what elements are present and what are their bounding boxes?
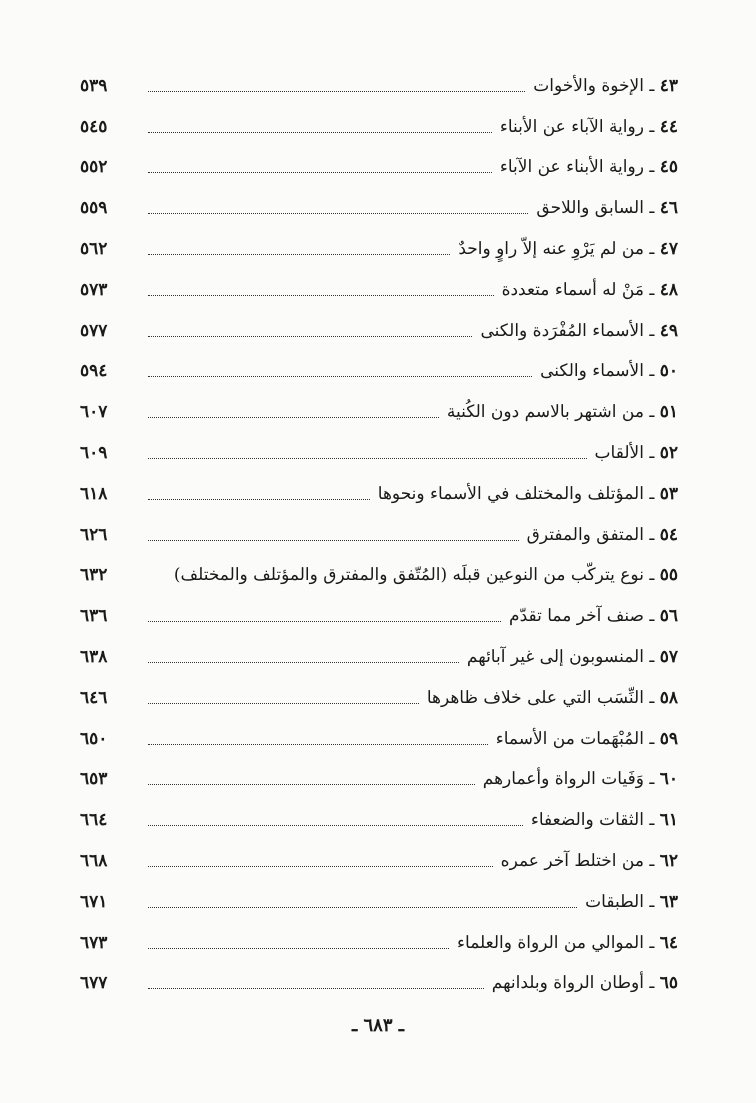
page-number: ـ ٦٨٣ ـ: [351, 1015, 405, 1036]
toc-entry-number: ٥١: [659, 402, 678, 423]
toc-entry-text: الأسماء المُفْرَدة والكنى: [480, 320, 644, 341]
dot-leader: [148, 499, 370, 500]
toc-entry-text: الطبقات: [585, 891, 644, 912]
toc-entry-title: [595, 442, 678, 464]
dot-leader: [148, 907, 577, 908]
toc-entry-page: ٥٦٢: [80, 238, 108, 259]
toc-entry: [80, 756, 678, 797]
toc-entry: [80, 511, 678, 552]
toc-entry-separator: ـ: [643, 75, 660, 96]
toc-entry-text: الألقاب: [594, 442, 644, 463]
toc-entry: [80, 470, 678, 511]
toc-entry-page: ٦٧٣: [80, 932, 108, 953]
toc-entry-separator: ـ: [643, 769, 660, 790]
dot-leader: [148, 784, 475, 785]
toc-entry-number: ٤٣: [659, 75, 678, 96]
toc-entry-number: ٥٠: [659, 361, 678, 382]
toc-entry-title: [531, 809, 678, 831]
toc-entry: [80, 837, 678, 878]
toc-entry-separator: ـ: [643, 442, 660, 463]
toc-entry-text: وَفَيات الرواة وأعمارهم: [482, 769, 644, 790]
toc-entry-text: الأسماء والكنى: [540, 361, 644, 382]
toc-entry-number: ٥٣: [659, 483, 678, 504]
toc-entry-page: ٦٧٧: [80, 973, 108, 994]
toc-entry-page: ٦٥٠: [80, 728, 108, 749]
dot-leader: [148, 866, 493, 867]
toc-entry: [80, 266, 678, 307]
toc-entry-text: النِّسَب التي على خلاف ظاهرها: [426, 687, 644, 708]
dot-leader: [148, 662, 459, 663]
toc-entry-title: [447, 401, 678, 423]
dot-leader: [148, 213, 528, 214]
toc-entry-page: ٥٧٧: [80, 320, 108, 341]
toc-entry-text: المُبْهَمات من الأسماء: [495, 728, 644, 749]
toc-entry-text: المنسوبون إلى غير آبائهم: [466, 646, 644, 667]
toc-entry-number: ٥٨: [659, 687, 678, 708]
toc-entry: [80, 103, 678, 144]
toc-entry-number: ٥٢: [659, 442, 678, 463]
toc-entry-separator: ـ: [643, 279, 660, 300]
toc-entry-text: صنف آخر مما تقدّم: [509, 606, 644, 627]
toc-entry-separator: ـ: [643, 483, 660, 504]
toc-entry-title: [467, 646, 678, 668]
toc-entry-text: المتفق والمفترق: [526, 524, 644, 545]
toc-entry-number: ٦٥: [659, 973, 678, 994]
toc-entry: [80, 225, 678, 266]
toc-entry-text: الموالي من الرواة والعلماء: [457, 932, 644, 953]
toc-entry: [80, 552, 678, 593]
toc-entry-separator: ـ: [643, 116, 660, 137]
toc-entry-text: المؤتلف والمختلف في الأسماء ونحوها: [377, 483, 644, 504]
toc-entry-number: ٥٩: [659, 728, 678, 749]
toc-entry: [80, 592, 678, 633]
toc-entry-number: ٥٧: [659, 646, 678, 667]
toc-entry-separator: ـ: [643, 850, 660, 871]
toc-entry-number: ٦٠: [659, 769, 678, 790]
toc-entry-page: ٦٣٦: [80, 606, 108, 627]
dot-leader: [148, 948, 449, 949]
toc-entry-text: الثقات والضعفاء: [530, 810, 644, 831]
toc-entry-page: ٦٢٦: [80, 524, 108, 545]
toc-entry-text: رواية الأبناء عن الآباء: [499, 157, 644, 178]
toc-entry-number: ٦٤: [659, 932, 678, 953]
toc-entry-page: ٦٠٩: [80, 442, 108, 463]
dot-leader: [148, 540, 519, 541]
dot-leader: [148, 988, 484, 989]
toc-entry-separator: ـ: [643, 402, 660, 423]
dot-leader: [148, 172, 492, 173]
toc-entry-text: من اشتهر بالاسم دون الكُنية: [446, 402, 644, 423]
toc-entry-number: ٥٥: [659, 565, 678, 586]
toc-entry: [80, 919, 678, 960]
toc-entry-page: ٥٧٣: [80, 279, 108, 300]
toc-entry-page: ٥٤٥: [80, 116, 108, 137]
toc-entry-title: [527, 524, 678, 546]
toc-entry-number: ٤٨: [659, 279, 678, 300]
toc-entry-separator: ـ: [643, 157, 660, 178]
toc-entry-page: ٥٥٢: [80, 157, 108, 178]
toc-entry-title: [492, 972, 678, 994]
toc-entry-page: ٦٣٢: [80, 565, 108, 586]
table-of-contents: [80, 62, 678, 1000]
toc-entry-separator: ـ: [643, 973, 660, 994]
toc-entry-number: ٥٤: [659, 524, 678, 545]
toc-entry-title: [378, 483, 678, 505]
toc-entry-page: ٦٥٣: [80, 769, 108, 790]
dot-leader: [148, 703, 419, 704]
toc-entry-text: أوطان الرواة وبلدانهم: [491, 973, 644, 994]
toc-entry-title: [483, 768, 678, 790]
toc-entry-separator: ـ: [643, 728, 660, 749]
toc-entry-title: [501, 850, 678, 872]
toc-entry: [80, 144, 678, 185]
toc-entry: [80, 429, 678, 470]
dot-leader: [148, 336, 472, 337]
toc-entry-title: [174, 564, 678, 586]
dot-leader: [148, 295, 494, 296]
toc-entry-separator: ـ: [643, 606, 660, 627]
toc-entry: [80, 62, 678, 103]
toc-entry-title: [585, 891, 678, 913]
toc-entry-text: من اختلط آخر عمره: [500, 850, 644, 871]
toc-entry-page: ٦٤٦: [80, 687, 108, 708]
toc-entry-title: [509, 605, 678, 627]
dot-leader: [148, 254, 450, 255]
toc-entry-page: ٦٣٨: [80, 646, 108, 667]
toc-entry-page: ٥٥٩: [80, 198, 108, 219]
toc-entry-number: ٤٥: [659, 157, 678, 178]
toc-entry-page: ٦١٨: [80, 483, 108, 504]
toc-entry-separator: ـ: [643, 687, 660, 708]
toc-entry: [80, 715, 678, 756]
toc-entry-separator: ـ: [643, 810, 660, 831]
toc-entry-title: [496, 728, 678, 750]
toc-entry-separator: ـ: [643, 932, 660, 953]
toc-entry-title: [533, 75, 678, 97]
dot-leader: [148, 621, 501, 622]
toc-entry-title: [540, 360, 678, 382]
toc-entry: [80, 307, 678, 348]
toc-entry-separator: ـ: [643, 361, 660, 382]
dot-leader: [148, 376, 532, 377]
toc-entry: [80, 960, 678, 1001]
toc-entry-page: ٦٦٤: [80, 810, 108, 831]
toc-entry-title: [502, 279, 678, 301]
toc-entry-number: ٦١: [659, 810, 678, 831]
toc-entry-number: ٦٢: [659, 850, 678, 871]
toc-entry: [80, 796, 678, 837]
toc-entry-title: [480, 320, 678, 342]
toc-entry-number: ٤٧: [659, 238, 678, 259]
toc-entry-text: رواية الآباء عن الأبناء: [499, 116, 644, 137]
toc-entry-text: الإخوة والأخوات: [533, 75, 644, 96]
toc-entry: [80, 184, 678, 225]
toc-entry-separator: ـ: [643, 198, 660, 219]
toc-entry-number: ٤٩: [659, 320, 678, 341]
dot-leader: [148, 744, 488, 745]
dot-leader: [148, 458, 587, 459]
toc-entry-separator: ـ: [643, 565, 660, 586]
toc-entry-text: نوع يتركّب من النوعين قبلَه (المُتّفق والمفترق والمؤتلف والمختلف): [173, 565, 644, 586]
toc-entry-separator: ـ: [643, 238, 660, 259]
toc-entry-title: [500, 156, 678, 178]
toc-entry: [80, 878, 678, 919]
toc-entry-text: من لم يَرْوِ عنه إلاّ راوٍ واحدٌ: [458, 238, 644, 259]
dot-leader: [148, 132, 492, 133]
toc-entry-title: [427, 687, 678, 709]
toc-entry-separator: ـ: [643, 524, 660, 545]
toc-entry: [80, 348, 678, 389]
toc-entry: [80, 388, 678, 429]
toc-entry-number: ٤٦: [659, 198, 678, 219]
toc-entry-separator: ـ: [643, 320, 660, 341]
toc-entry-page: ٦٦٨: [80, 850, 108, 871]
toc-entry-page: ٥٣٩: [80, 75, 108, 96]
toc-entry-page: ٥٩٤: [80, 361, 108, 382]
toc-entry-number: ٦٣: [659, 891, 678, 912]
toc-entry-title: [500, 116, 678, 138]
toc-entry-text: مَنْ له أسماء متعددة: [501, 279, 644, 300]
toc-entry-page: ٦٠٧: [80, 402, 108, 423]
toc-entry-number: ٥٦: [659, 606, 678, 627]
toc-entry-separator: ـ: [643, 891, 660, 912]
dot-leader: [148, 417, 439, 418]
dot-leader: [148, 825, 523, 826]
toc-entry-title: [457, 932, 678, 954]
toc-entry-text: السابق واللاحق: [536, 198, 644, 219]
toc-entry-title: [458, 238, 678, 260]
toc-entry-separator: ـ: [643, 646, 660, 667]
toc-entry: [80, 674, 678, 715]
toc-entry-title: [536, 197, 678, 219]
toc-entry-page: ٦٧١: [80, 891, 108, 912]
toc-entry-number: ٤٤: [659, 116, 678, 137]
dot-leader: [148, 91, 525, 92]
toc-entry: [80, 633, 678, 674]
